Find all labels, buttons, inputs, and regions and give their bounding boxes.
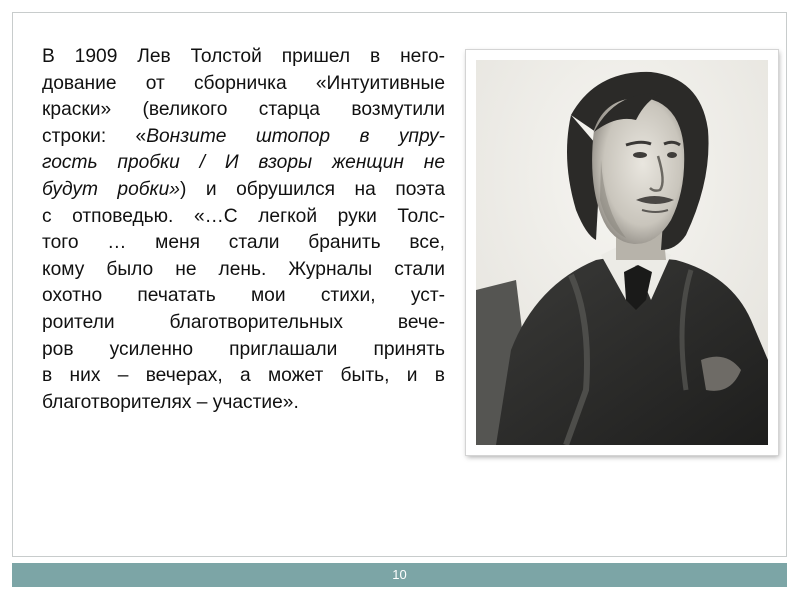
footer-bar [12,563,787,587]
text-line [42,150,445,177]
portrait-photo-frame [466,50,778,455]
text-line: ров усиленно приглашали принять [42,338,445,360]
text-line: охотно печатать мои стихи, уст- [42,285,445,307]
text-line: с отповедью. «…С легкой руки Толс- [42,205,445,227]
text-segment: строки: « [42,125,147,147]
text-line [42,177,445,204]
page-number: 10 [392,567,407,582]
body-text [42,44,445,416]
portrait-drawing [476,60,768,445]
text-segment: ) и обрушился на поэта [179,178,445,200]
text-line: в них – вечерах, а может быть, и в [42,365,445,387]
text-line: В 1909 Лев Толстой пришел в него- [42,46,445,67]
text-line: благотворителях – участие». [42,391,299,413]
text-line: роители благотворительных вече- [42,311,445,333]
portrait-photo [476,60,768,445]
quote-italic: гость пробки / И взоры женщин не [42,152,445,174]
quote-italic: будут робки» [42,178,180,200]
text-line: краски» (великого старца возмутили [42,99,445,121]
text-line [42,124,445,151]
text-line: дование от сборничка «Интуитивные [42,72,445,94]
quote-italic: Вонзите штопор в упру- [146,125,446,147]
text-line: того … меня стали бранить все, [42,232,445,254]
text-line: кому было не лень. Журналы стали [42,258,445,280]
